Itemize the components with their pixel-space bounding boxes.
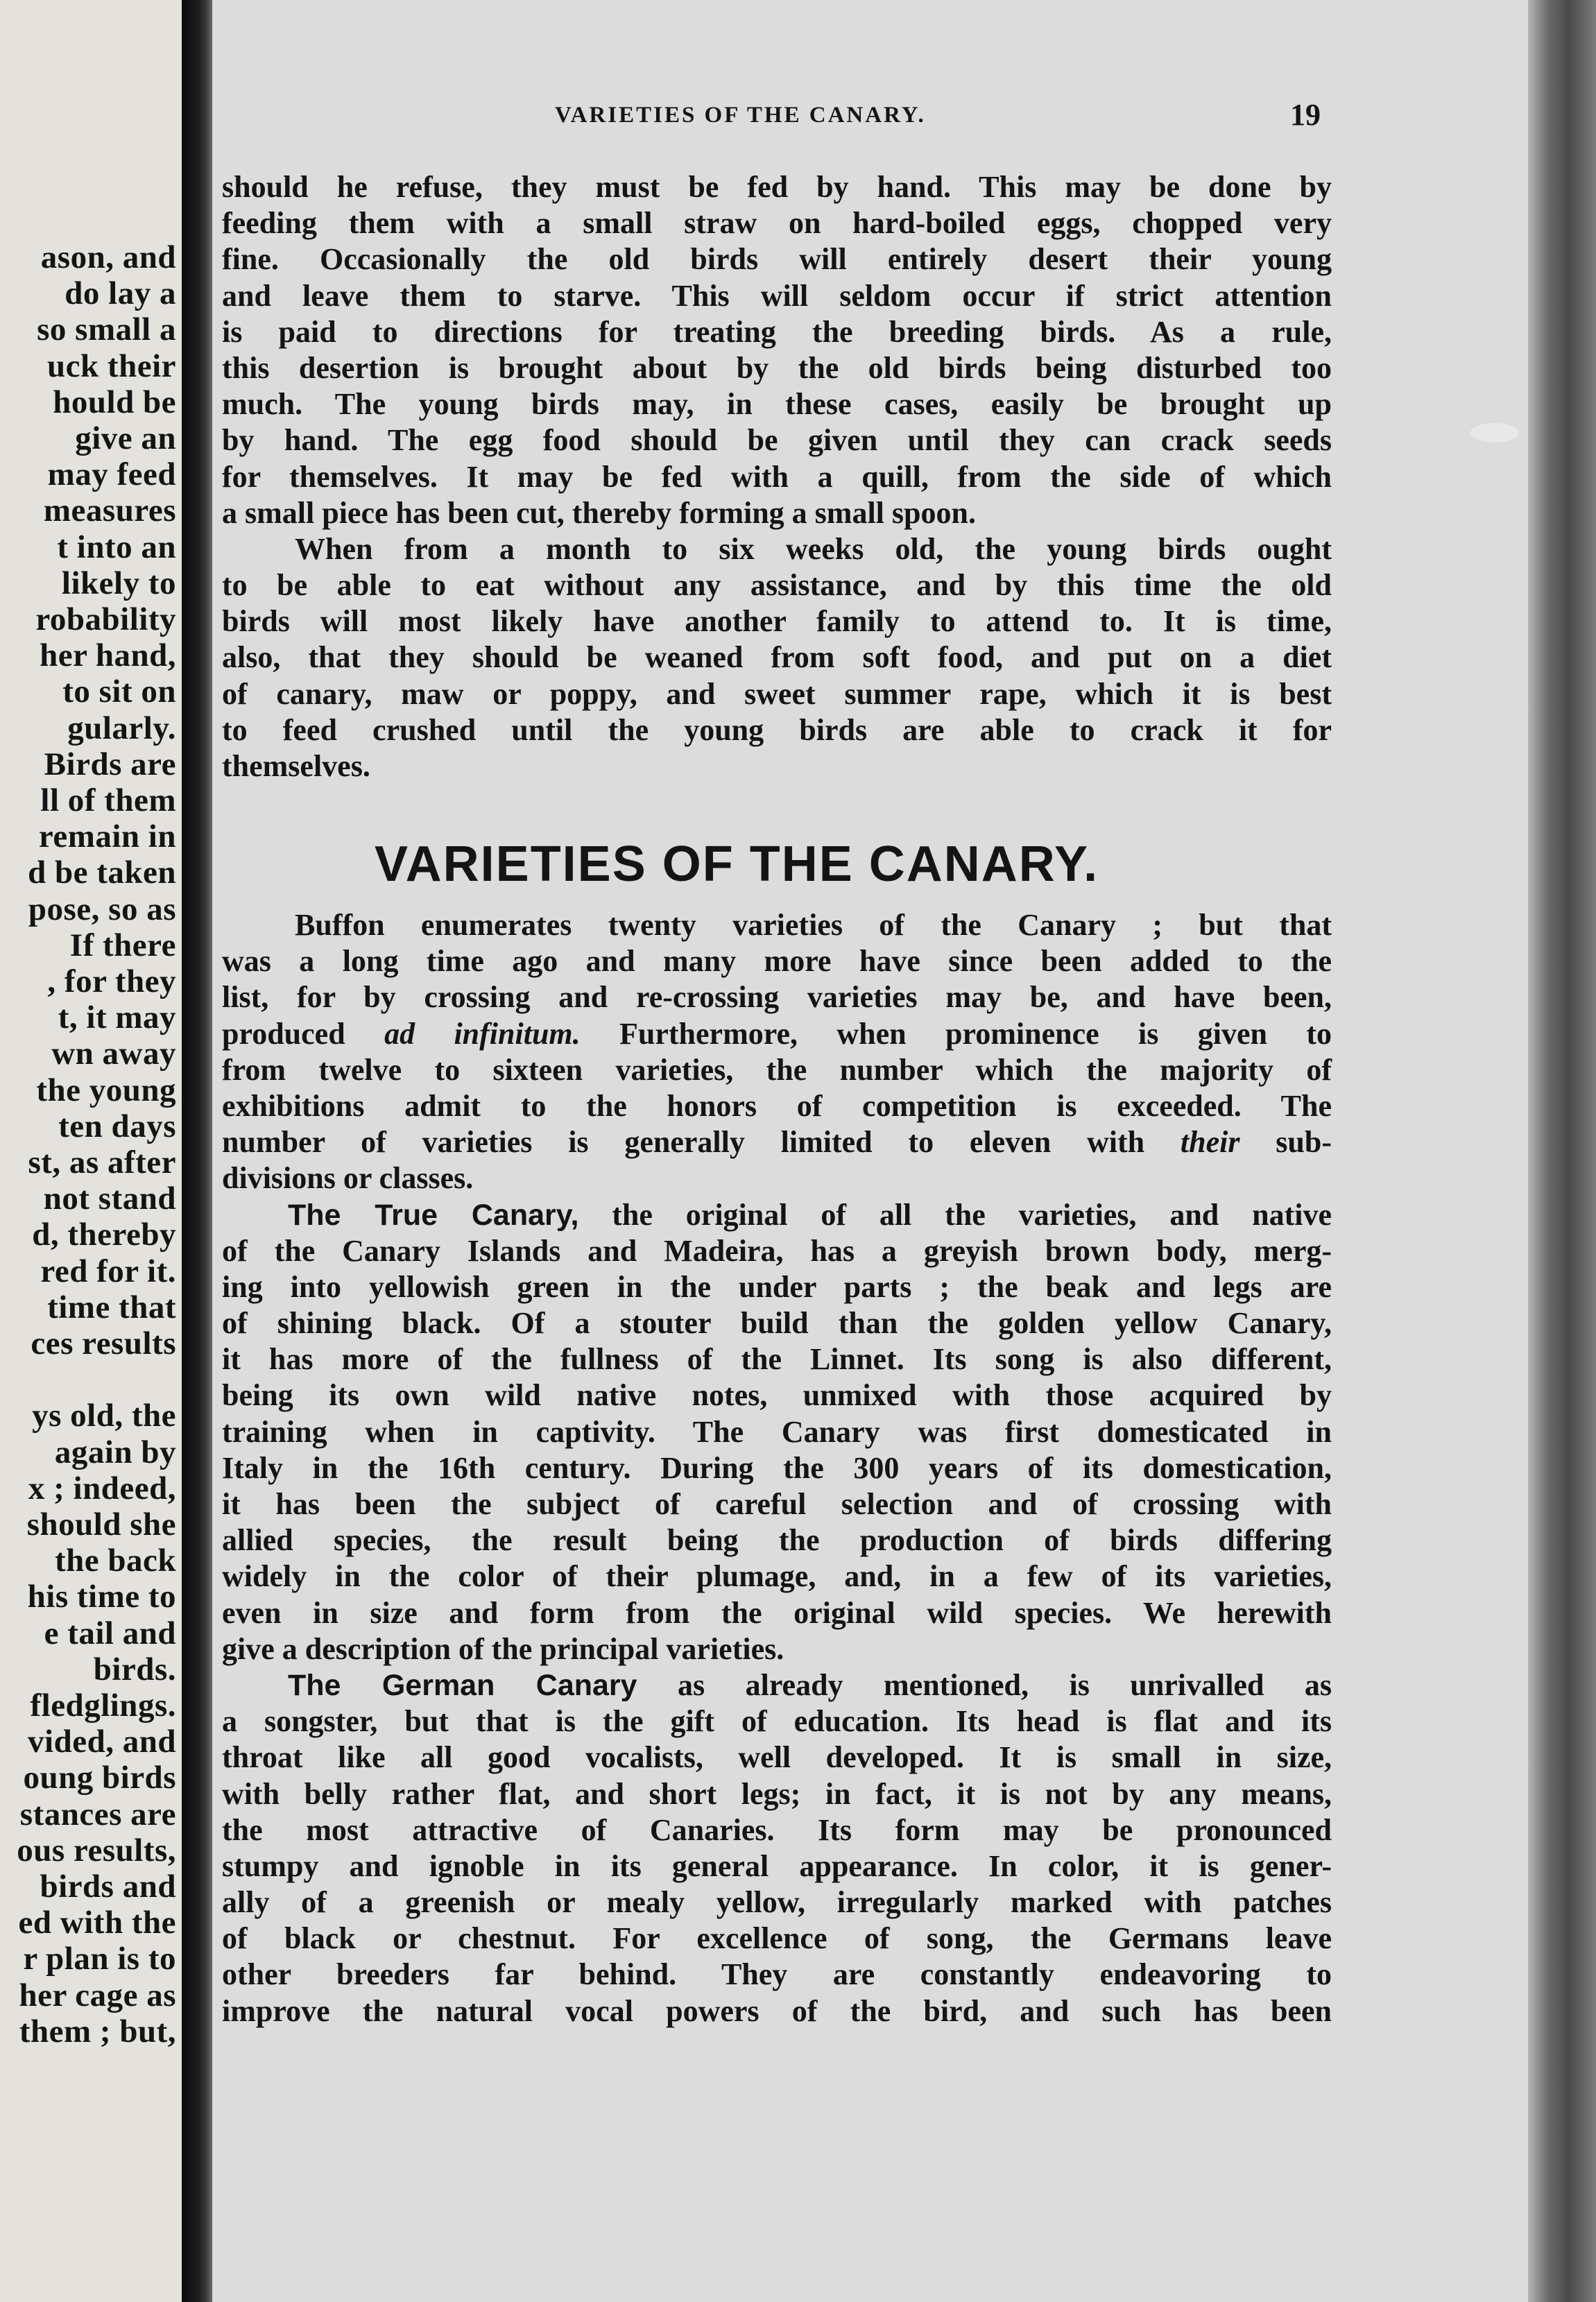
text-line: is paid to directions for treating the breeding birds. As a rule, [222, 314, 1332, 349]
facing-page-line: to sit on [62, 673, 176, 710]
facing-page-line: st, as after [28, 1144, 176, 1181]
text-line [222, 1667, 1332, 1703]
text-run: Furthermore, when prominence is given to [580, 1016, 1332, 1051]
facing-page-line: likely to [61, 565, 176, 601]
facing-page-line: so small a [37, 311, 176, 348]
facing-page-left [0, 0, 182, 2302]
facing-page-line: her hand, [40, 637, 176, 674]
facing-page-line: d, thereby [32, 1217, 176, 1253]
text-line: was a long time ago and many more have since been added to the [222, 944, 1332, 979]
facing-page-line: d be taken [28, 854, 176, 891]
facing-page-line: his time to [27, 1579, 176, 1615]
facing-page-line: the young [36, 1072, 176, 1108]
text-line: much. The young birds may, in these cases, easily be brought up [222, 387, 1332, 422]
facing-page-line: may feed [47, 456, 176, 493]
run-in-heading-true-canary: The True Canary, [288, 1198, 579, 1232]
facing-page-line: not stand [43, 1180, 176, 1217]
text-line: should he refuse, they must be fed by hand. This may be done by [222, 170, 1332, 204]
text-line: from twelve to sixteen varieties, the number which the majority of [222, 1052, 1332, 1087]
facing-page-text [17, 239, 176, 2050]
text-line: by hand. The egg food should be given until they can crack seeds [222, 423, 1332, 458]
facing-page-line: r plan is to [23, 1941, 176, 1977]
facing-page-line: x ; indeed, [28, 1470, 176, 1506]
text-line: improve the natural vocal powers of the bird, and such has been [222, 1993, 1332, 2028]
facing-page-line [17, 1362, 176, 1398]
text-line: a small piece has been cut, thereby forming a small spoon. [222, 495, 976, 530]
facing-page-line: ces results [31, 1325, 176, 1362]
running-head: VARIETIES OF THE CANARY. [555, 103, 926, 128]
text-line: fine. Occasionally the old birds will entirely desert their young [222, 242, 1332, 277]
text-run: produced [222, 1016, 385, 1051]
page-number: 19 [1290, 98, 1321, 132]
facing-page-line: ed with the [18, 1905, 176, 1941]
facing-page-line: them ; but, [19, 2013, 176, 2050]
facing-page-line: give an [75, 420, 176, 457]
text-line: other breeders far behind. They are constantly endeavoring to [222, 1957, 1332, 1992]
text-line: Buffon enumerates twenty varieties of the Canary ; but that [295, 908, 1332, 942]
facing-page-line: uck their [47, 347, 176, 384]
text-line [222, 1124, 1332, 1160]
text-line: with belly rather flat, and short legs; in fact, it is not by any means, [222, 1776, 1332, 1811]
text-line: exhibitions admit to the honors of competition is exceeded. The [222, 1088, 1332, 1123]
facing-page-line: time that [47, 1289, 176, 1325]
facing-page-line: ten days [58, 1108, 176, 1144]
text-run: the original of all the varieties, and native [578, 1197, 1332, 1232]
text-line: of the Canary Islands and Madeira, has a greyish brown body, merg- [222, 1233, 1332, 1268]
facing-page-line: gularly. [67, 710, 176, 746]
facing-page-line: the back [54, 1543, 176, 1579]
text-line: allied species, the result being the production of birds differing [222, 1523, 1332, 1558]
facing-page-line: ason, and [40, 239, 176, 275]
text-line: even in size and form from the original wild species. We herewith [222, 1595, 1332, 1630]
section-body [222, 907, 1332, 2029]
text-line: birds will most likely have another family to attend to. It is time, [222, 604, 1332, 639]
text-run: as already mentioned, is unrivalled as [637, 1667, 1332, 1702]
facing-page-line: t, it may [58, 999, 176, 1036]
facing-page-line: ous results, [17, 1832, 176, 1869]
text-line: the most attractive of Canaries. Its form may be pronounced [222, 1812, 1332, 1847]
facing-page-line: If there [69, 927, 176, 963]
text-line [222, 1016, 1332, 1052]
paper-smudge [1470, 423, 1519, 443]
text-line: widely in the color of their plumage, and, in a few of its varieties, [222, 1559, 1332, 1594]
text-line: for themselves. It may be fed with a quill, from the side of which [222, 459, 1332, 494]
facing-page-line: red for it. [40, 1253, 176, 1289]
text-line: ally of a greenish or mealy yellow, irregularly marked with patches [222, 1885, 1332, 1920]
text-line: being its own wild native notes, unmixed with those acquired by [222, 1378, 1332, 1413]
italic-word: their [1180, 1125, 1240, 1160]
facing-page-line: pose, so as [28, 891, 176, 927]
text-line: list, for by crossing and re-crossing varieties may be, and have been, [222, 980, 1332, 1015]
text-line: give a description of the principal varieties. [222, 1631, 784, 1666]
text-line: of black or chestnut. For excellence of song, the Germans leave [222, 1921, 1332, 1956]
text-line [222, 1197, 1332, 1233]
facing-page-line: again by [54, 1434, 176, 1470]
facing-page-line: do lay a [65, 275, 176, 312]
text-line: to feed crushed until the young birds are able to crack it for [222, 712, 1332, 747]
text-line: Italy in the 16th century. During the 300 years of its domestication, [222, 1450, 1332, 1485]
text-line: throat like all good vocalists, well developed. It is small in size, [222, 1740, 1332, 1775]
facing-page-line: stances are [19, 1796, 176, 1832]
text-line: it has been the subject of careful selection and of crossing with [222, 1487, 1332, 1521]
facing-page-line: t into an [57, 529, 176, 565]
facing-page-line: should she [26, 1506, 176, 1543]
text-line: When from a month to six weeks old, the young birds ought [295, 531, 1332, 566]
text-run: number of varieties is generally limited to eleven with [222, 1125, 1181, 1160]
facing-page-line: hould be [53, 384, 176, 420]
text-line: ing into yellowish green in the under parts ; the beak and legs are [222, 1269, 1332, 1304]
facing-page-line: birds. [93, 1651, 176, 1687]
section-heading: VARIETIES OF THE CANARY. [375, 836, 1099, 892]
page-edge [1528, 0, 1596, 2302]
text-line: divisions or classes. [222, 1161, 474, 1196]
facing-page-line: measures [43, 492, 176, 529]
run-in-heading-german-canary: The German Canary [288, 1668, 637, 1702]
text-line: themselves. [222, 749, 370, 783]
facing-page-line: birds and [40, 1868, 176, 1905]
facing-page-line: ll of them [40, 782, 176, 819]
text-line: it has more of the fullness of the Linnet. Its song is also different, [222, 1342, 1332, 1377]
facing-page-line: wn away [51, 1036, 176, 1072]
text-line: training when in captivity. The Canary was first domesticated in [222, 1414, 1332, 1449]
text-line: a songster, but that is the gift of education. Its head is flat and its [222, 1704, 1332, 1739]
facing-page-line: e tail and [44, 1615, 176, 1651]
text-line: feeding them with a small straw on hard-boiled eggs, chopped very [222, 206, 1332, 241]
facing-page-line: Birds are [44, 746, 176, 782]
facing-page-line: remain in [38, 818, 176, 855]
facing-page-line: ys old, the [32, 1398, 176, 1434]
italic-phrase: ad infinitum. [384, 1016, 581, 1051]
book-gutter [182, 0, 212, 2302]
facing-page-line: , for they [47, 963, 176, 1000]
text-line: of shining black. Of a stouter build than the golden yellow Canary, [222, 1306, 1332, 1341]
text-run: sub- [1239, 1125, 1332, 1160]
facing-page-line: robability [35, 601, 176, 638]
text-line: this desertion is brought about by the old birds being disturbed too [222, 350, 1332, 385]
facing-page-line: fledglings. [30, 1687, 176, 1724]
facing-page-line: vided, and [28, 1724, 176, 1760]
text-line: of canary, maw or poppy, and sweet summer rape, which it is best [222, 676, 1332, 711]
facing-page-line: her cage as [19, 1977, 176, 2013]
text-line: to be able to eat without any assistance, and by this time the old [222, 568, 1332, 603]
text-line: stumpy and ignoble in its general appearance. In color, it is gener- [222, 1848, 1332, 1883]
text-line: and leave them to starve. This will seldom occur if strict attention [222, 278, 1332, 313]
text-line: also, that they should be weaned from soft food, and put on a diet [222, 640, 1332, 675]
paragraph-feeding-young [222, 169, 1332, 784]
facing-page-line: oung birds [23, 1760, 176, 1796]
